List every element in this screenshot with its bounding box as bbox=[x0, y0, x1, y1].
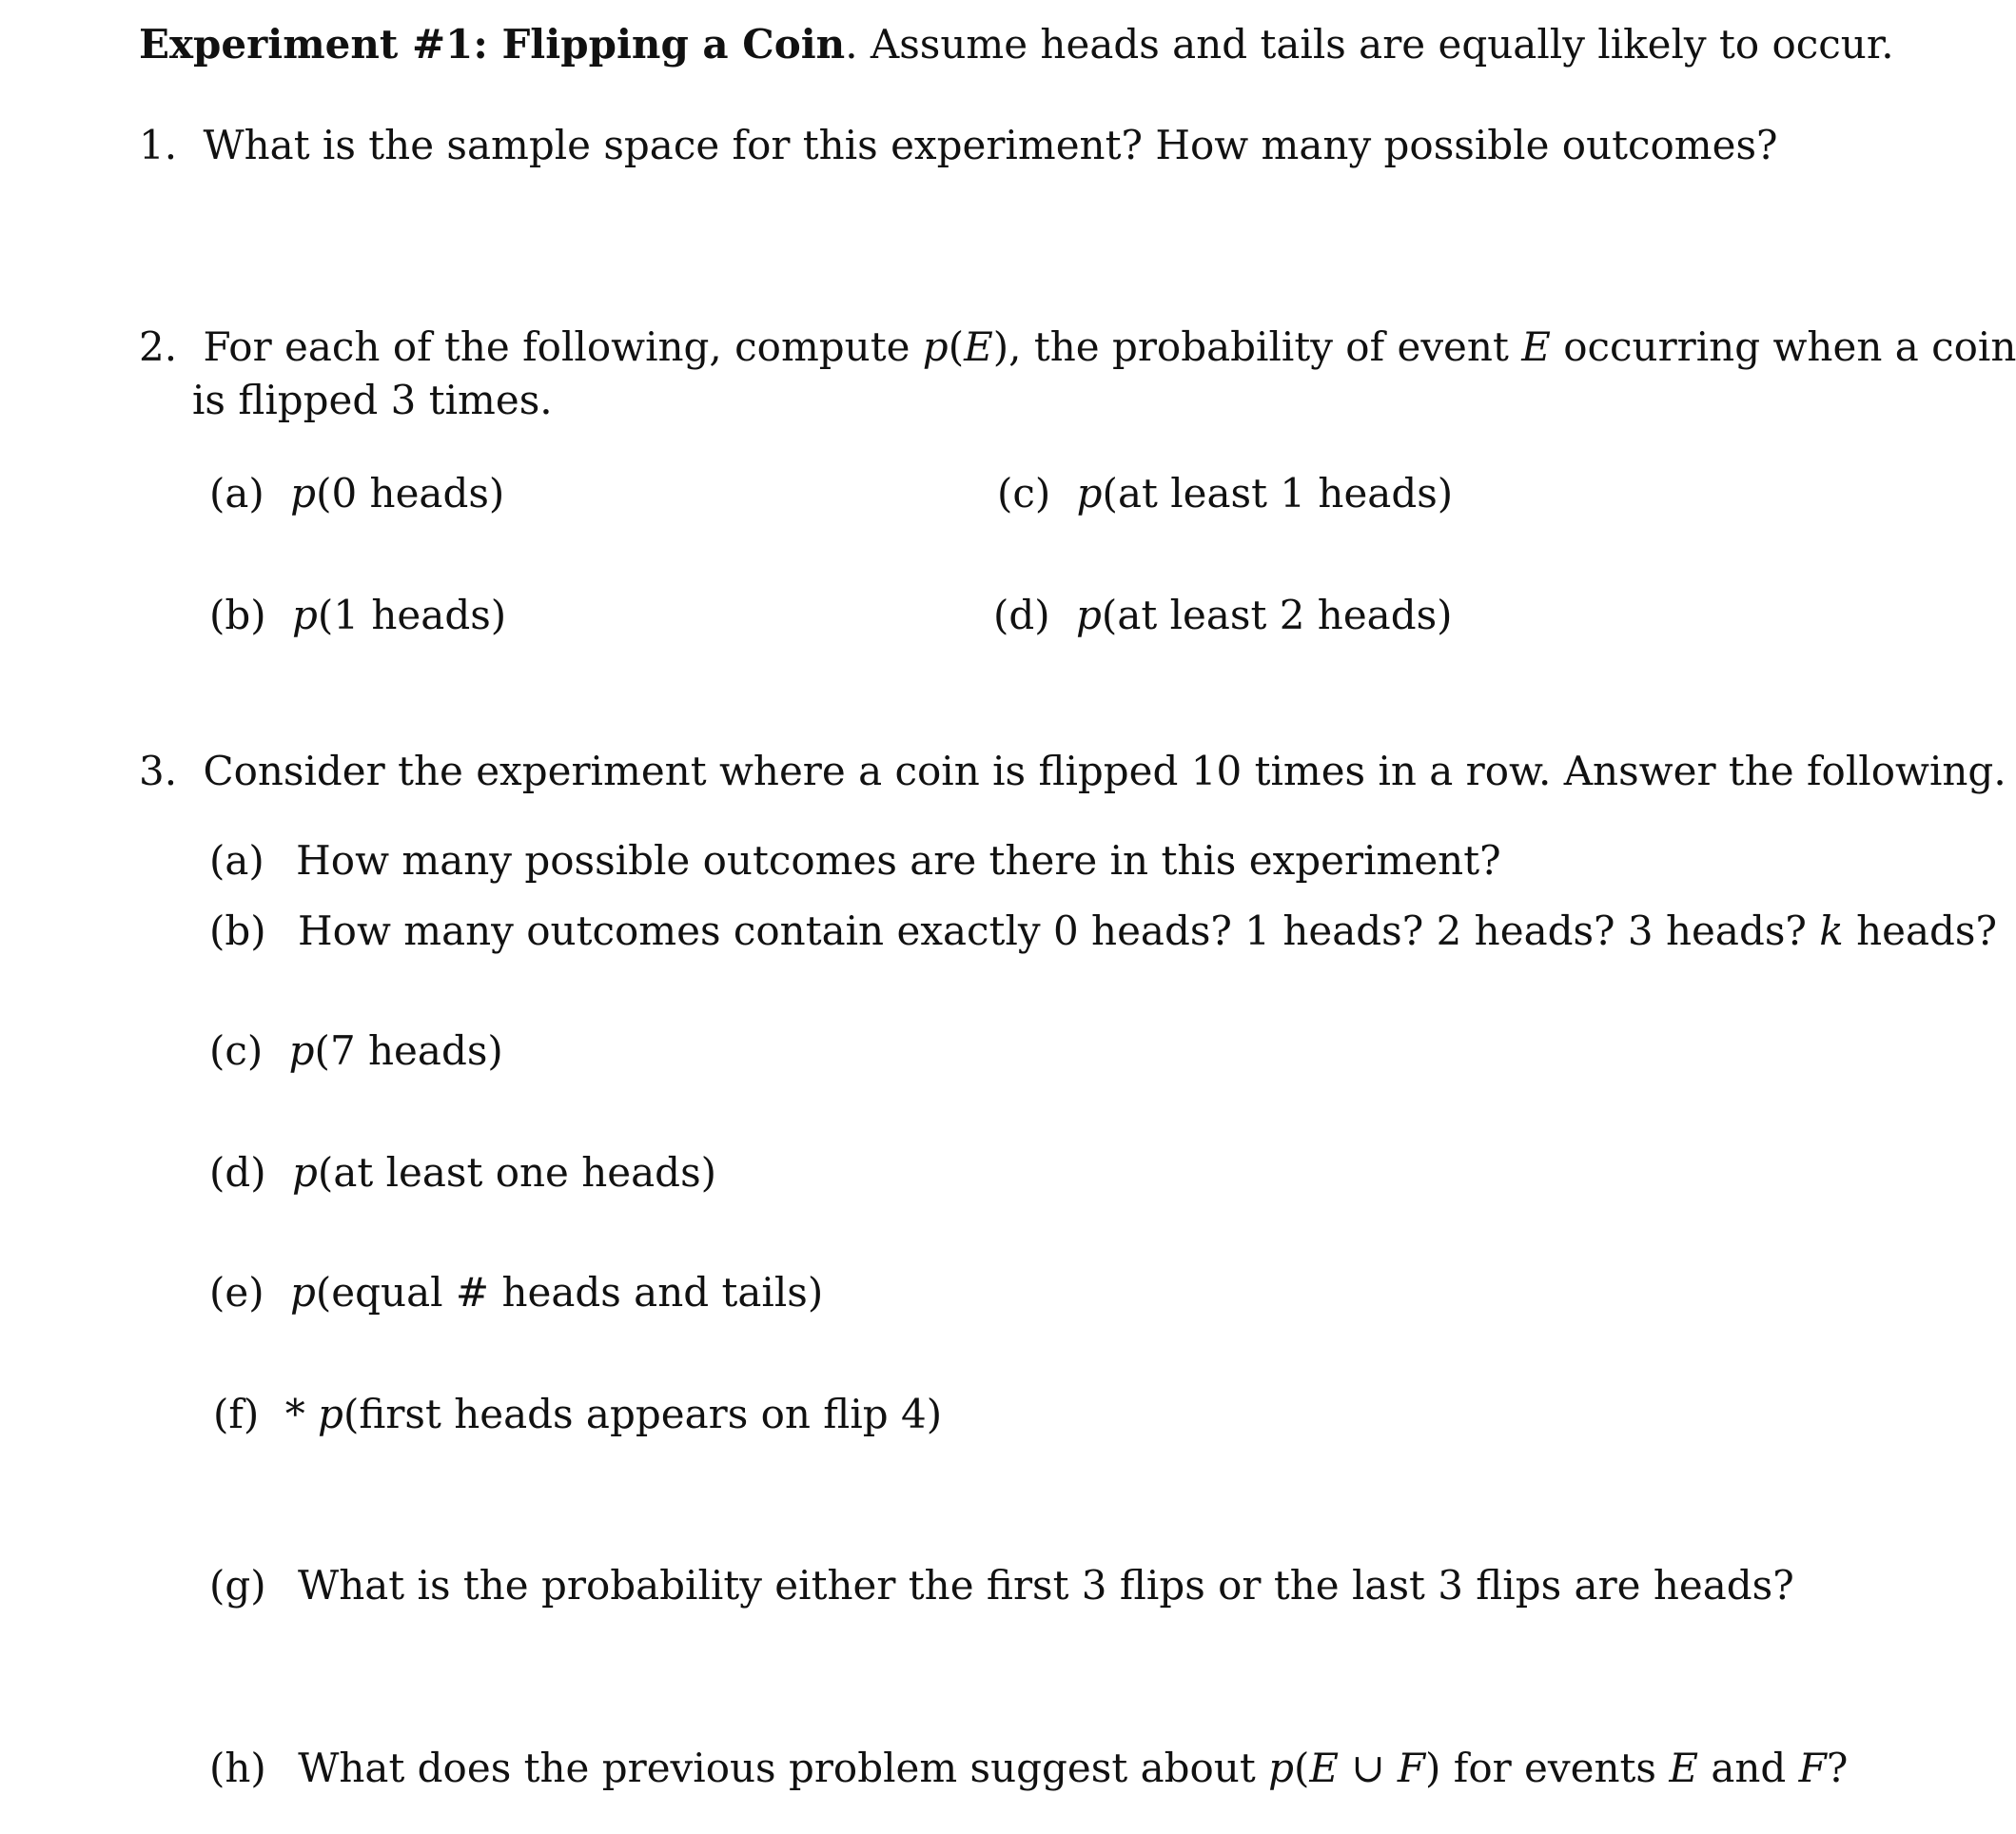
q3-part-b bbox=[209, 907, 1997, 955]
q3-part-d-arg: at least one heads bbox=[333, 1149, 701, 1196]
q2-part-d: (d) p(at least 2 heads) bbox=[993, 592, 1453, 638]
q3-part-e-arg: equal # heads and tails bbox=[331, 1269, 808, 1316]
q3-part-h: (h) What does the previous problem suggest about p(E ∪ F) for events E and F? bbox=[209, 1745, 1849, 1791]
question-2-text-a: For each of the following, compute bbox=[203, 323, 923, 370]
q2-part-c-label: (c) bbox=[997, 470, 1051, 517]
q3-part-g bbox=[209, 1562, 1794, 1610]
q3-part-h-label: (h) bbox=[209, 1745, 266, 1791]
q3-part-b-label: (b) bbox=[209, 907, 266, 954]
p-symbol: p bbox=[292, 1149, 318, 1196]
q3-part-e: (e) p(equal # heads and tails) bbox=[209, 1269, 824, 1316]
question-2-line-1 bbox=[139, 323, 2016, 371]
p-symbol: p bbox=[1076, 470, 1103, 517]
q2-e-symbol: E bbox=[964, 323, 993, 370]
q2-part-c-arg: at least 1 heads bbox=[1117, 470, 1438, 517]
question-3-text: Consider the experiment where a coin is flipped 10 times in a row. Answer the following. bbox=[203, 748, 2006, 794]
e-symbol: E bbox=[1669, 1745, 1698, 1791]
q3-part-c-arg: 7 heads bbox=[329, 1027, 488, 1074]
q2-part-c: (c) p(at least 1 heads) bbox=[997, 470, 1454, 517]
q3-part-b-text-end: heads? bbox=[1843, 907, 1997, 954]
p-symbol: p bbox=[290, 470, 317, 517]
q3-part-c-label: (c) bbox=[209, 1027, 264, 1074]
q3-part-g-label: (g) bbox=[209, 1562, 266, 1609]
union-expression: E ∪ F bbox=[1309, 1745, 1426, 1791]
q3-part-f-label: (f) bbox=[213, 1391, 260, 1437]
f-symbol: F bbox=[1798, 1745, 1827, 1791]
question-1-text: What is the sample space for this experiment? How many possible outcomes? bbox=[203, 122, 1778, 168]
q3-part-h-text-b: ) for events bbox=[1425, 1745, 1670, 1791]
q3-part-a bbox=[209, 837, 1501, 885]
question-3 bbox=[139, 748, 2006, 795]
title-bold: Experiment #1: Flipping a Coin bbox=[139, 21, 846, 68]
title-rest: . Assume heads and tails are equally likely to occur. bbox=[845, 21, 1894, 68]
q2-part-a-arg: 0 heads bbox=[331, 470, 489, 517]
p-symbol: p bbox=[288, 1027, 315, 1074]
question-mark: ? bbox=[1826, 1745, 1849, 1791]
star-marker: * bbox=[284, 1391, 319, 1437]
question-2-line-2: is flipped 3 times. bbox=[192, 377, 553, 423]
q3-part-h-text-a: What does the previous problem suggest about bbox=[298, 1745, 1269, 1791]
q2-e-symbol-2: E bbox=[1521, 323, 1551, 370]
q2-p-symbol: p bbox=[922, 323, 949, 370]
q2-part-d-arg: at least 2 heads bbox=[1117, 592, 1438, 638]
q2-part-a-label: (a) bbox=[209, 470, 264, 517]
question-1 bbox=[139, 122, 1778, 169]
question-3-number: 3. bbox=[139, 748, 178, 794]
q3-part-c: (c) p(7 heads) bbox=[209, 1027, 503, 1074]
q3-part-d-label: (d) bbox=[209, 1149, 266, 1196]
q3-part-e-label: (e) bbox=[209, 1269, 264, 1316]
question-2-text-c: occurring when a coin bbox=[1550, 323, 2016, 370]
q3-part-f-arg: first heads appears on flip 4 bbox=[359, 1391, 927, 1437]
q3-part-b-text: How many outcomes contain exactly 0 heads? 1 heads? 2 heads? 3 heads? bbox=[298, 907, 1820, 954]
q2-part-b-label: (b) bbox=[209, 592, 266, 638]
q2-part-a: (a) p(0 heads) bbox=[209, 470, 505, 517]
p-symbol: p bbox=[292, 592, 318, 638]
p-symbol: p bbox=[318, 1391, 343, 1437]
question-2-number: 2. bbox=[139, 323, 178, 370]
q3-part-g-text: What is the probability either the first 3 flips or the last 3 flips are heads? bbox=[298, 1562, 1794, 1609]
q2-part-d-label: (d) bbox=[993, 592, 1050, 638]
q3-part-a-text: How many possible outcomes are there in this experiment? bbox=[296, 837, 1501, 884]
q2-part-b-arg: 1 heads bbox=[333, 592, 491, 638]
p-symbol: p bbox=[1076, 592, 1102, 638]
q3-part-f: (f) * p(first heads appears on flip 4) bbox=[213, 1391, 943, 1437]
experiment-title bbox=[139, 21, 1894, 68]
k-symbol: k bbox=[1819, 907, 1844, 954]
question-1-number: 1. bbox=[139, 122, 178, 168]
q3-part-d: (d) p(at least one heads) bbox=[209, 1149, 717, 1196]
q2-part-b: (b) p(1 heads) bbox=[209, 592, 507, 638]
question-2-text-b: ), the probability of event bbox=[992, 323, 1522, 370]
q3-part-a-label: (a) bbox=[209, 837, 264, 884]
q2-open-paren: ( bbox=[948, 323, 965, 370]
p-symbol: p bbox=[1268, 1745, 1294, 1791]
p-symbol: p bbox=[290, 1269, 316, 1316]
and-text: and bbox=[1697, 1745, 1799, 1791]
